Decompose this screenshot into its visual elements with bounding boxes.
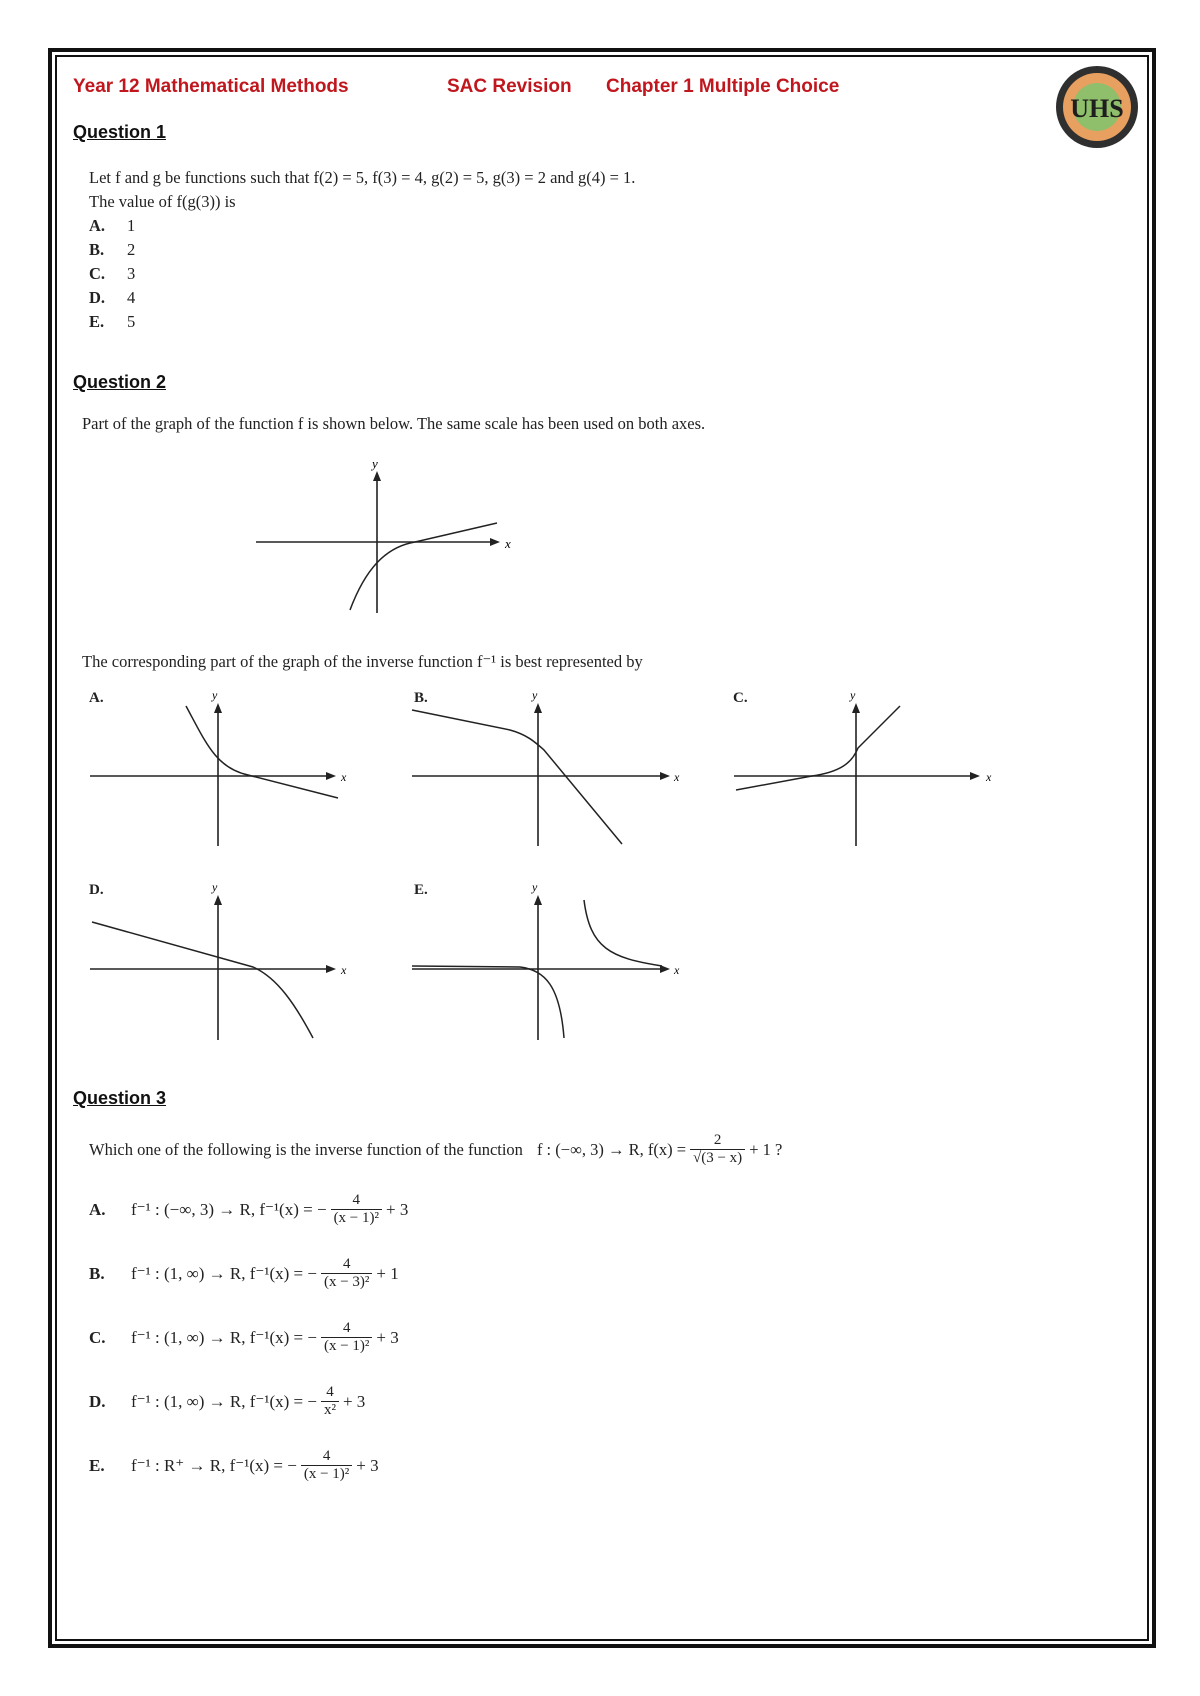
- y-axis-arrow-icon: [534, 703, 542, 713]
- q1-option-d[interactable]: D. 4: [89, 288, 136, 307]
- q1-option-b[interactable]: B. 2: [89, 240, 136, 259]
- q2-option-a-label: A.: [89, 690, 104, 706]
- q3-option-b[interactable]: B. f⁻¹ : (1, ∞) → R, f⁻¹(x) = − $\frac{4}{\text{(x − 3)²}}$ + 1: [89, 1256, 399, 1291]
- y-axis-arrow-icon: [214, 703, 222, 713]
- svg-text:x: x: [986, 770, 992, 784]
- y-axis-arrow-icon: [373, 471, 381, 481]
- svg-text:y: y: [212, 880, 218, 894]
- q2-option-b-label: B.: [414, 690, 428, 706]
- q3-option-d[interactable]: D. f⁻¹ : (1, ∞) → R, f⁻¹(x) = − $\frac{4}{\text{x²}}$ + 3: [89, 1384, 366, 1419]
- svg-text:x: x: [674, 963, 680, 977]
- q2-option-b-graph[interactable]: [410, 688, 700, 848]
- q2-option-e-label: E.: [414, 882, 428, 898]
- header-course: Year 12 Mathematical Methods: [73, 76, 349, 97]
- q2-main-graph: [250, 455, 520, 615]
- curve-a: [186, 706, 338, 798]
- q3-option-a[interactable]: A. f⁻¹ : (−∞, 3) → R, f⁻¹(x) = − $\frac{4}{\text{(x − 1)²}}$ + 3: [89, 1192, 409, 1227]
- svg-text:y: y: [212, 688, 218, 702]
- x-axis-arrow-icon: [660, 772, 670, 780]
- header-revision: SAC Revision: [447, 76, 572, 97]
- svg-text:x: x: [341, 963, 347, 977]
- q2-option-c-label: C.: [733, 690, 748, 706]
- x-axis-arrow-icon: [490, 538, 500, 546]
- curve-d: [92, 922, 313, 1038]
- q2-option-c-graph[interactable]: [732, 688, 1012, 848]
- svg-text:y: y: [532, 688, 538, 702]
- q3-stem-fraction: $\frac{2}{√(3 - x)}$: [690, 1132, 745, 1168]
- curve-c: [736, 706, 900, 790]
- svg-text:x: x: [341, 770, 347, 784]
- q2-option-d-label: D.: [89, 882, 104, 898]
- q3-option-e[interactable]: E. f⁻¹ : R⁺ → R, f⁻¹(x) = − $\frac{4}{\text{(x − 1)²}}$ + 3: [89, 1448, 379, 1483]
- q2-option-a-graph[interactable]: [88, 688, 368, 848]
- q3-stem: Which one of the following is the inverse function of the function f : (−∞, 3) → R, f(x) = $\frac{2}{√(3 - x)}$ + 1 ?: [89, 1132, 783, 1167]
- curve-e-right: [584, 900, 662, 966]
- q3-title: Question 3: [73, 1088, 167, 1108]
- y-axis-arrow-icon: [852, 703, 860, 713]
- q1-option-c[interactable]: C. 3: [89, 264, 136, 283]
- svg-text:y: y: [532, 880, 538, 894]
- x-axis-arrow-icon: [326, 772, 336, 780]
- q2-title: Question 2: [73, 372, 167, 392]
- q2-option-d-graph[interactable]: [88, 878, 368, 1044]
- y-axis-arrow-icon: [214, 895, 222, 905]
- q1-stem: Let f and g be functions such that f(2) = 5, f(3) = 4, g(2) = 5, g(3) = 2 and g(4) = 1.: [89, 168, 636, 187]
- svg-text:y: y: [850, 688, 856, 702]
- q1-option-a[interactable]: A. 1: [89, 216, 136, 235]
- logo-text: UHS: [1070, 94, 1124, 123]
- y-axis-label: y: [372, 456, 378, 471]
- q3-option-c[interactable]: C. f⁻¹ : (1, ∞) → R, f⁻¹(x) = − $\frac{4}{\text{(x − 1)²}}$ + 3: [89, 1320, 399, 1355]
- q2-ask: The corresponding part of the graph of the inverse function f⁻¹ is best represented by: [82, 652, 643, 671]
- q1-title: Question 1: [73, 122, 167, 142]
- q1-option-e[interactable]: E. 5: [89, 312, 136, 331]
- x-axis-label: x: [505, 536, 511, 551]
- curve-b: [412, 710, 622, 844]
- q1-ask: The value of f(g(3)) is: [89, 192, 236, 211]
- q2-stem: Part of the graph of the function f is shown below. The same scale has been used on both axes.: [82, 414, 706, 433]
- x-axis-arrow-icon: [326, 965, 336, 973]
- svg-text:x: x: [674, 770, 680, 784]
- x-axis-arrow-icon: [970, 772, 980, 780]
- header-chapter: Chapter 1 Multiple Choice: [606, 76, 840, 97]
- school-logo: [1054, 64, 1140, 150]
- curve-f: [350, 523, 497, 610]
- y-axis-arrow-icon: [534, 895, 542, 905]
- q2-option-e-graph[interactable]: [410, 878, 700, 1044]
- curve-e-left: [412, 966, 564, 1038]
